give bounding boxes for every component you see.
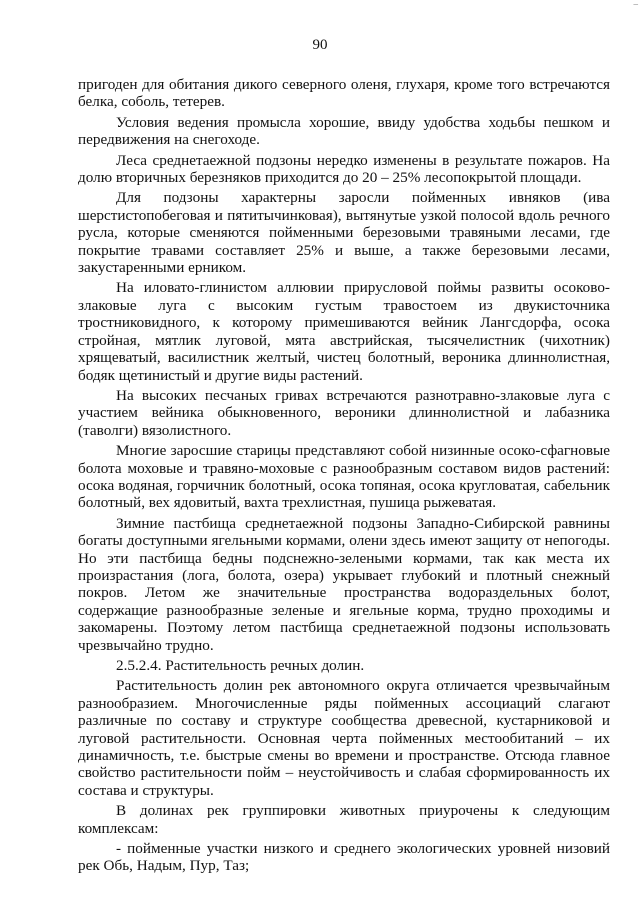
body-text <box>78 76 610 878</box>
paragraph-continuation: пригоден для обитания дикого северного оленя, глухаря, кроме того встречаются белка, соболь, тетерев. <box>78 76 610 111</box>
paragraph-willow-thickets: Для подзоны характерны заросли пойменных ивняков (ива шерстистопобеговая и пятитычинковая), вытянутые узкой полосой вдоль речного русла, которые сменяются пойменными березовыми травяными лесами, где покрытие травами составляет 25% и выше, а также березовыми лесами, закустаренными ерником. <box>78 189 610 277</box>
list-item-floodplain: - пойменные участки низкого и среднего экологических уровней низовий рек Обь, Надым, Пур, Таз; <box>78 840 610 875</box>
page-number: 90 <box>312 37 328 53</box>
section-heading: 2.5.2.4. Растительность речных долин. <box>116 657 365 674</box>
paragraph-hunting-conditions: Условия ведения промысла хорошие, ввиду удобства ходьбы пешком и передвижения на снегоходе. <box>78 113 610 149</box>
corner-mark: – <box>633 0 638 9</box>
paragraph-winter-pastures: Зимние пастбища среднетаежной подзоны Западно-Сибирской равнины богаты доступными ягельными кормами, олени здесь имеют защиту от непогоды. Но эти пастбища бедны подснежно-зелеными кормами, так как места их произрастания (лога, болота, озера) укрывает глубокий и плотный снежный покров. Летом же значительные пространства водораздельных болот, содержащие разнообразные зеленые и ягельные корма, трудно проходимы и закомарены. Поэтому летом пастбища среднетаежной подзоны использовать чрезвычайно трудно. <box>78 514 610 654</box>
paragraph-sandy-ridges: На высоких песчаных гривах встречаются разнотравно-злаковые луга с участием вейника обыкновенного, вероники длиннолистной и лабазника (таволги) вязолистного. <box>78 386 610 439</box>
paragraph-sedge-meadows: На иловато-глинистом аллювии прирусловой поймы развиты осоково-злаковые луга с высоким густым травостоем из двукисточника тростниковидного, к которому примешиваются вейник Лангсдорфа, осока стройная, мятлик луговой, мята австрийская, тысячелистник (чихотник) хрящеватый, василистник желтый, чистец болотный, вероника длиннолистная, бодяк щетинистый и другие виды растений. <box>78 279 610 384</box>
paragraph-animal-groupings: В долинах рек группировки животных приурочены к следующим комплексам: <box>78 802 610 837</box>
paragraph-oxbow-bogs: Многие заросшие старицы представляют собой низинные осоко-сфагновые болота моховые и травяно-моховые с разнообразным составом видов растений: осока водяная, горчичник болотный, осока топяная, осока кругловатая, сабельник болотный, вех ядовитый, вахта трехлистная, пушица рыжеватая. <box>78 442 610 512</box>
paragraph-river-valley-vegetation: Растительность долин рек автономного округа отличается чрезвычайным разнообразием. Многочисленные ряды пойменных ассоциаций слагают различные по составу и структуре сообщества древесной, кустарниковой и луговой растительности. Основная черта пойменных местообитаний – их динамичность, т.е. быстрые смены во времени и пространстве. Отсюда главное свойство растительности пойм – неустойчивость и слабая сформированность их состава и структуры. <box>78 677 610 799</box>
paragraph-forest-fires: Леса среднетаежной подзоны нередко изменены в результате пожаров. На долю вторичных березняков приходится до 20 – 25% лесопокрытой площади. <box>78 151 610 187</box>
